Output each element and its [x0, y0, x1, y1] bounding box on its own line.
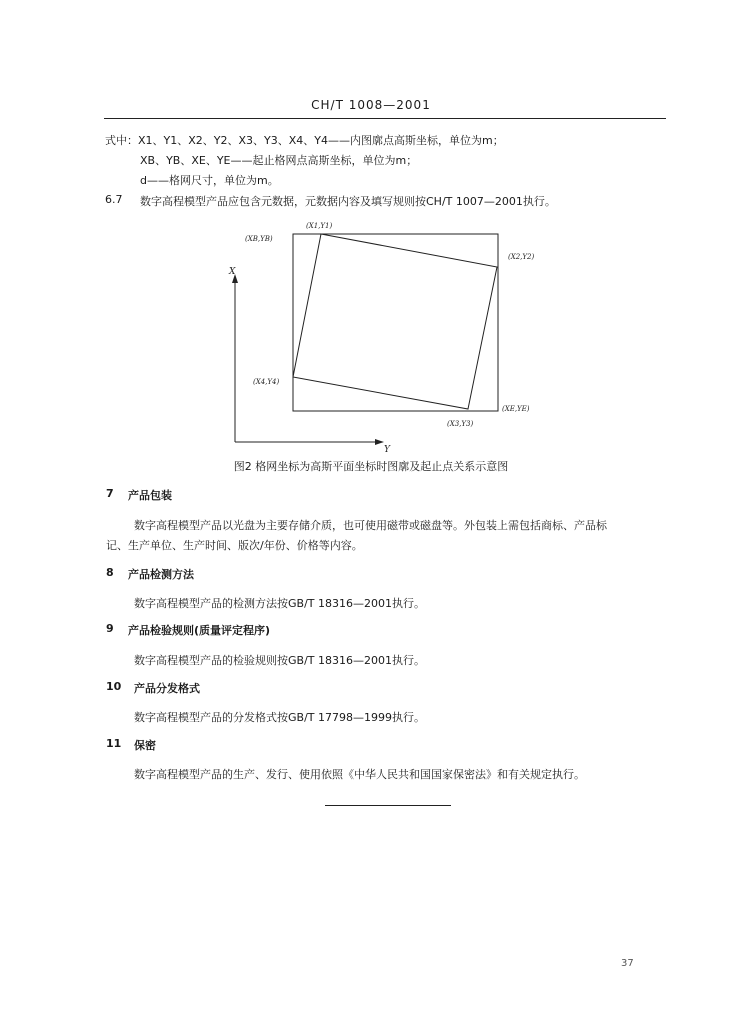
section-8-line-1: 数字高程模型产品的检测方法按GB/T 18316—2001执行。	[134, 597, 425, 610]
section-11-number: 11	[106, 737, 122, 750]
section-8-title: 产品检测方法	[128, 568, 194, 581]
figure-2-caption: 图2 格网坐标为高斯平面坐标时图廓及起止点关系示意图	[233, 460, 509, 473]
label-begin-point: (XB,YB)	[245, 235, 273, 243]
section-9-line-1: 数字高程模型产品的检验规则按GB/T 18316—2001执行。	[134, 654, 425, 667]
y-axis-label: Y	[384, 445, 390, 455]
end-rule	[325, 805, 451, 806]
formula-explanation-line-2: XB、YB、XE、YE——起止格网点高斯坐标，单位为m；	[140, 154, 418, 167]
section-11-title: 保密	[134, 739, 156, 752]
label-point-2: (X2,Y2)	[508, 253, 535, 261]
section-7-line-2: 记、生产单位、生产时间、版次/年份、价格等内容。	[106, 539, 363, 552]
label-point-1: (X1,Y1)	[306, 222, 333, 230]
y-axis-arrow	[375, 439, 384, 445]
grid-rectangle	[293, 234, 498, 411]
section-9-number: 9	[106, 622, 114, 635]
clause-6-7-text: 数字高程模型产品应包含元数据，元数据内容及填写规则按CH/T 1007—2001执行。	[140, 195, 556, 208]
formula-explanation-line-3: d——格网尺寸，单位为m。	[140, 174, 279, 187]
section-7-title: 产品包装	[128, 489, 172, 502]
map-frame-quadrilateral	[293, 234, 497, 409]
label-point-4: (X4,Y4)	[253, 378, 280, 386]
section-11-line-1: 数字高程模型产品的生产、发行、使用依照《中华人民共和国国家保密法》和有关规定执行。	[134, 768, 585, 781]
formula-explanation-line-1: 式中：X1、Y1、X2、Y2、X3、Y3、X4、Y4——内图廓点高斯坐标，单位为m；	[105, 134, 504, 147]
section-9-title: 产品检验规则(质量评定程序)	[128, 624, 271, 637]
section-7-line-1: 数字高程模型产品以光盘为主要存储介质，也可使用磁带或磁盘等。外包装上需包括商标、产品标	[134, 519, 607, 532]
page-header: CH/T 1008—2001	[311, 98, 431, 112]
label-point-3: (X3,Y3)	[447, 420, 474, 428]
section-7-number: 7	[106, 487, 114, 500]
label-end-point: (XE,YE)	[502, 405, 530, 413]
section-8-number: 8	[106, 566, 114, 579]
clause-6-7-number: 6.7	[105, 193, 123, 206]
x-axis-label: X	[229, 267, 236, 277]
page-number: 37	[621, 958, 634, 969]
section-10-title: 产品分发格式	[134, 682, 200, 695]
section-10-number: 10	[106, 680, 122, 693]
figure-2-diagram	[0, 0, 742, 460]
section-10-line-1: 数字高程模型产品的分发格式按GB/T 17798—1999执行。	[134, 711, 425, 724]
